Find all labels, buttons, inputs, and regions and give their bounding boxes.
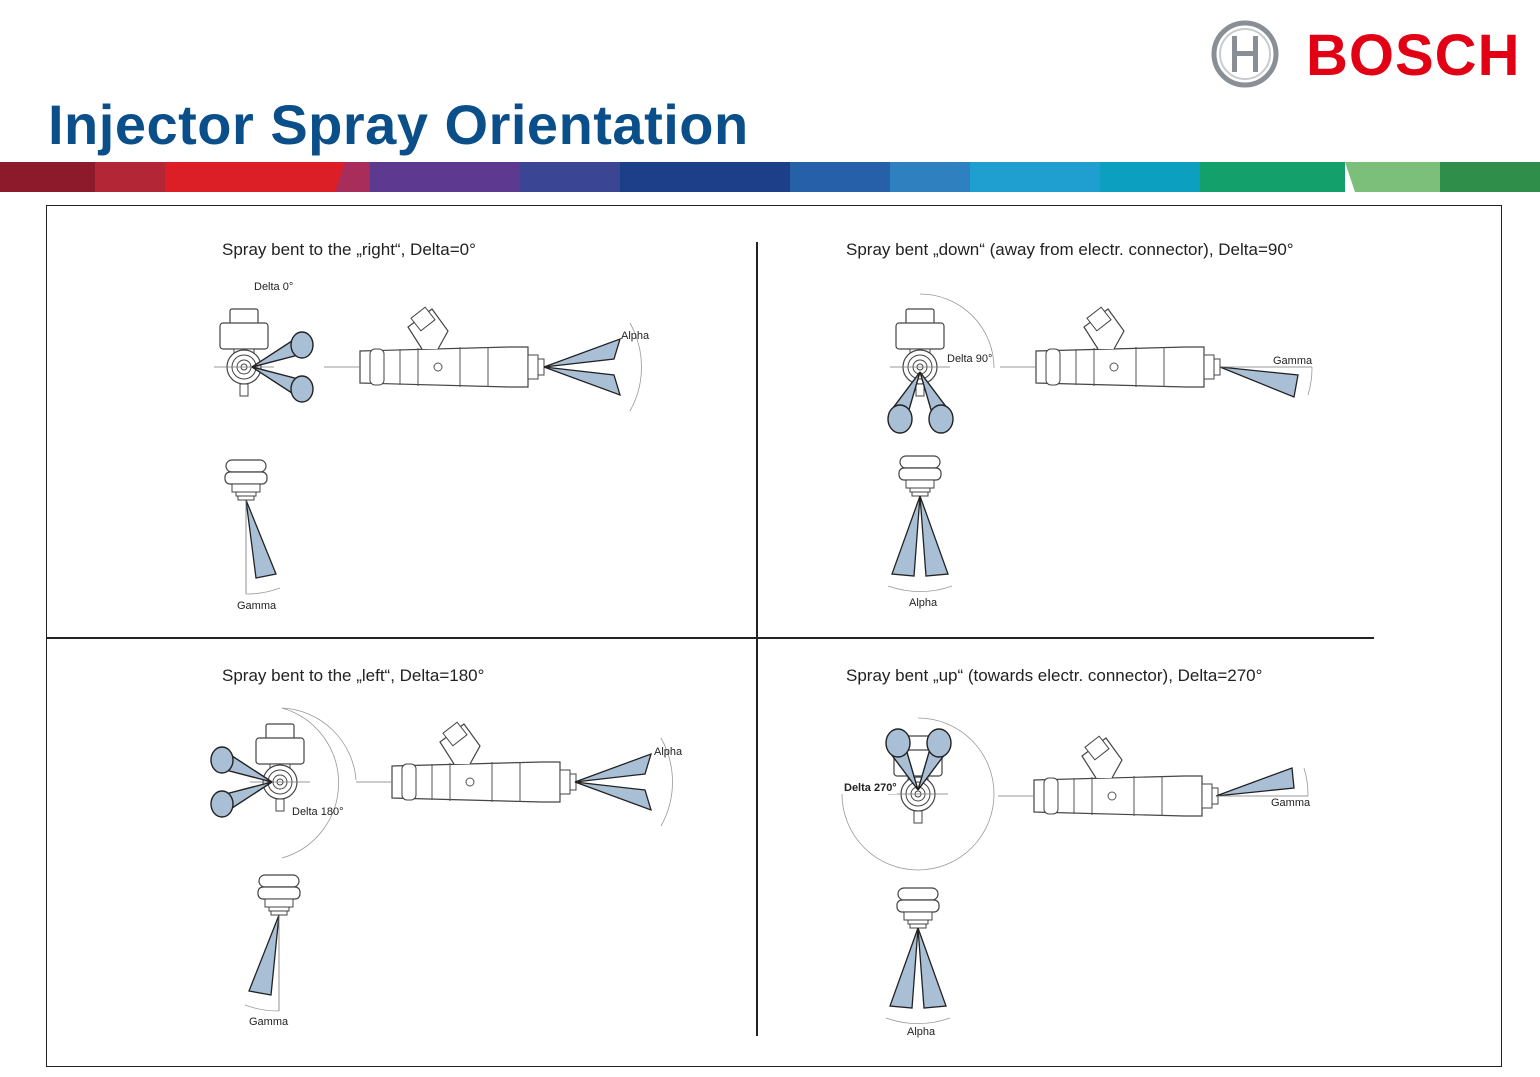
panel-left-delta-180 xyxy=(211,708,672,1011)
brand-wordmark: BOSCH xyxy=(1306,23,1521,88)
panel-down-delta-90 xyxy=(888,294,1312,592)
panel-right-delta-0 xyxy=(214,307,641,594)
page-title: Injector Spray Orientation xyxy=(48,93,749,156)
delta-label: Delta 90° xyxy=(947,353,993,365)
alpha-label: Alpha xyxy=(654,746,683,758)
panel-title-down: Spray bent „down“ (away from electr. connector), Delta=90° xyxy=(846,240,1294,259)
delta-label: Delta 180° xyxy=(292,806,344,818)
alpha-label: Alpha xyxy=(907,1026,936,1038)
panel-title-up: Spray bent „up“ (towards electr. connector), Delta=270° xyxy=(846,666,1263,685)
side-spray-gamma xyxy=(1220,367,1312,397)
delta-label: Delta 0° xyxy=(254,281,294,293)
side-spray-gamma xyxy=(1216,768,1308,796)
gamma-label: Gamma xyxy=(1271,797,1311,809)
delta-label: Delta 270° xyxy=(844,782,897,794)
bottom-spray-gamma xyxy=(245,915,279,1011)
gamma-label: Gamma xyxy=(237,600,277,612)
panel-title-left: Spray bent to the „left“, Delta=180° xyxy=(222,666,485,685)
bottom-spray-alpha xyxy=(888,496,952,592)
bottom-spray-gamma xyxy=(246,500,280,594)
alpha-label: Alpha xyxy=(909,597,938,609)
alpha-label: Alpha xyxy=(621,330,650,342)
panel-up-delta-270 xyxy=(842,718,1311,1024)
gamma-label: Gamma xyxy=(1273,355,1313,367)
panel-title-right: Spray bent to the „right“, Delta=0° xyxy=(222,240,476,259)
gamma-label: Gamma xyxy=(249,1016,289,1028)
bottom-spray-alpha xyxy=(886,928,950,1024)
